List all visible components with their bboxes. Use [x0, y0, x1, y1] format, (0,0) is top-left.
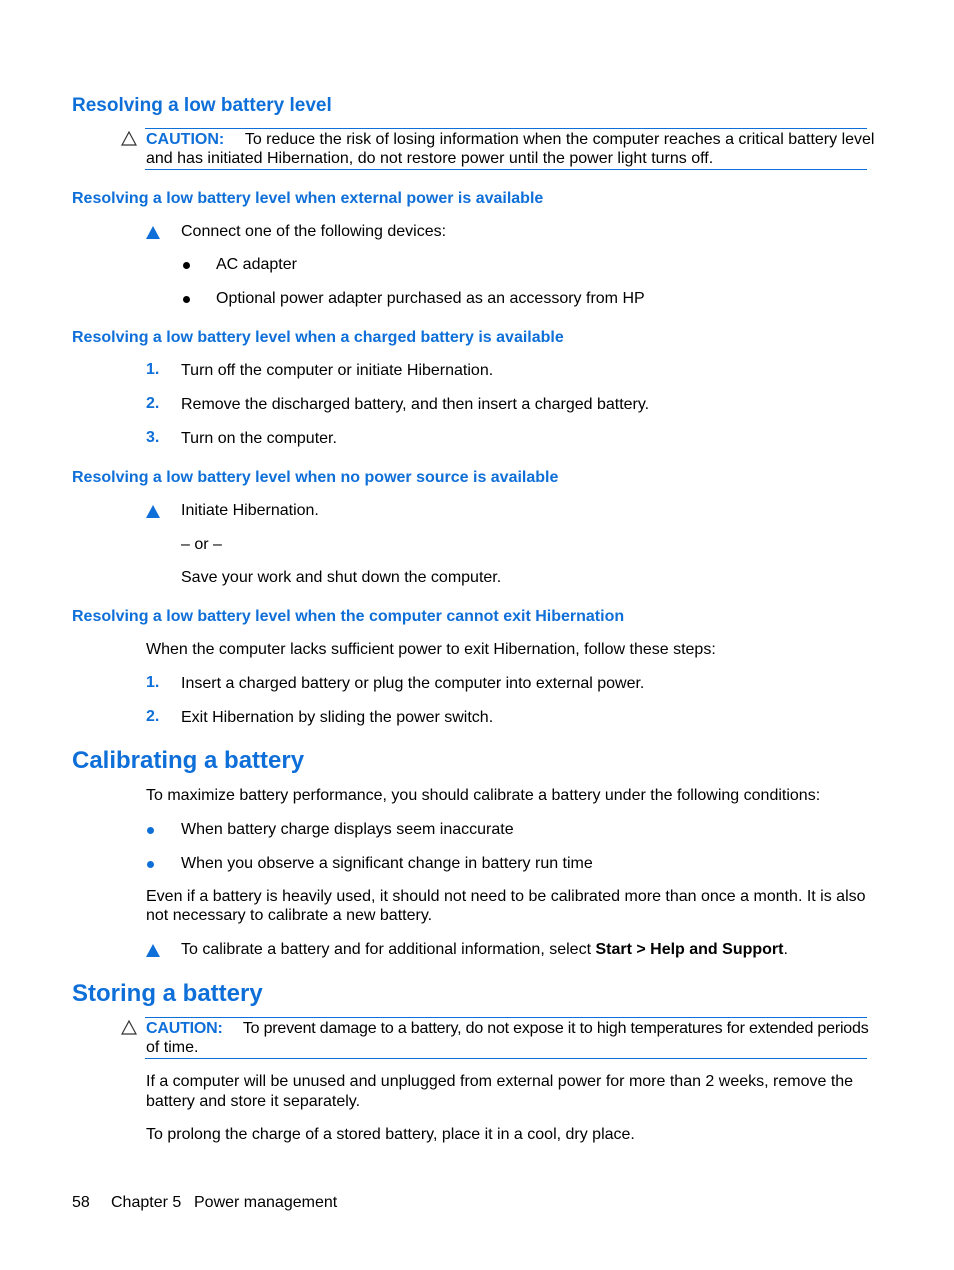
- step-text: Exit Hibernation by sliding the power switch.: [181, 709, 494, 726]
- step-number: 2.: [146, 708, 160, 725]
- caution-label: CAUTION:: [146, 131, 225, 148]
- step-triangle-icon: [146, 226, 160, 239]
- step-text-bold: Start > Help and Support: [595, 941, 784, 958]
- caution-icon: [121, 131, 137, 151]
- caution-line-2: and has initiated Hibernation, do not restore power until the power light turns off.: [146, 150, 714, 167]
- list-item: Optional power adapter purchased as an accessory from HP: [216, 290, 645, 307]
- list-item: When battery charge displays seem inaccurate: [181, 821, 514, 838]
- caution-rule-top: [145, 128, 867, 129]
- intro-text: To maximize battery performance, you should calibrate a battery under the following conditions:: [146, 787, 821, 804]
- paragraph-line: To prolong the charge of a stored battery, place it in a cool, dry place.: [146, 1126, 635, 1143]
- section-title-no-power: Resolving a low battery level when no power source is available: [72, 469, 559, 486]
- step-text: Insert a charged battery or plug the computer into external power.: [181, 675, 645, 692]
- caution-line-1: [146, 1019, 869, 1038]
- step-text: Turn off the computer or initiate Hibernation.: [181, 362, 494, 379]
- step-text: Turn on the computer.: [181, 430, 337, 447]
- section-title-cannot-exit: Resolving a low battery level when the computer cannot exit Hibernation: [72, 608, 625, 625]
- step-text-pre: To calibrate a battery and for additional information, select: [181, 941, 596, 958]
- section-title-storing: Storing a battery: [72, 980, 263, 1007]
- caution-rule-bottom: [145, 169, 867, 170]
- or-separator: – or –: [181, 536, 222, 553]
- step-number: 1.: [146, 674, 160, 691]
- section-title-low-battery: Resolving a low battery level: [72, 95, 332, 116]
- step-text: Connect one of the following devices:: [181, 223, 447, 240]
- paragraph-line: battery and store it separately.: [146, 1093, 361, 1110]
- list-item: AC adapter: [216, 256, 297, 273]
- step-number: 2.: [146, 395, 160, 412]
- section-title-external-power: Resolving a low battery level when external power is available: [72, 190, 544, 207]
- caution-rule-top: [145, 1017, 867, 1018]
- paragraph-line: If a computer will be unused and unplugged from external power for more than 2 weeks, remove the: [146, 1073, 854, 1090]
- step-alt-text: Save your work and shut down the computer.: [181, 569, 502, 586]
- step-text-post: .: [783, 941, 788, 958]
- step-number: 3.: [146, 429, 160, 446]
- caution-text: To reduce the risk of losing information when the computer reaches a critical battery level: [244, 131, 875, 148]
- caution-label: CAUTION:: [146, 1020, 223, 1037]
- step-triangle-icon: [146, 944, 160, 957]
- caution-line-1: [146, 130, 874, 149]
- step-text: Remove the discharged battery, and then insert a charged battery.: [181, 396, 650, 413]
- paragraph-line: not necessary to calibrate a new battery.: [146, 907, 433, 924]
- bullet-icon: [183, 262, 190, 269]
- bullet-icon: [183, 296, 190, 303]
- caution-text: To prevent damage to a battery, do not expose it to high temperatures for extended periods: [242, 1020, 869, 1037]
- footer-chapter: Chapter 5: [111, 1194, 182, 1211]
- caution-icon: [121, 1020, 137, 1040]
- bullet-icon: [147, 861, 154, 868]
- section-title-calibrating: Calibrating a battery: [72, 747, 305, 774]
- step-number: 1.: [146, 361, 160, 378]
- footer-title: Power management: [194, 1194, 338, 1211]
- list-item: When you observe a significant change in battery run time: [181, 855, 593, 872]
- bullet-icon: [147, 827, 154, 834]
- caution-rule-bottom: [145, 1058, 867, 1059]
- section-title-charged-battery: Resolving a low battery level when a charged battery is available: [72, 329, 564, 346]
- step-text: Initiate Hibernation.: [181, 502, 319, 519]
- paragraph-line: Even if a battery is heavily used, it should not need to be calibrated more than once a month. It is also: [146, 888, 866, 905]
- step-triangle-icon: [146, 505, 160, 518]
- page-number: 58: [72, 1194, 90, 1211]
- caution-line-2: of time.: [146, 1039, 199, 1056]
- intro-text: When the computer lacks sufficient power to exit Hibernation, follow these steps:: [146, 641, 716, 658]
- step-text: [181, 940, 788, 959]
